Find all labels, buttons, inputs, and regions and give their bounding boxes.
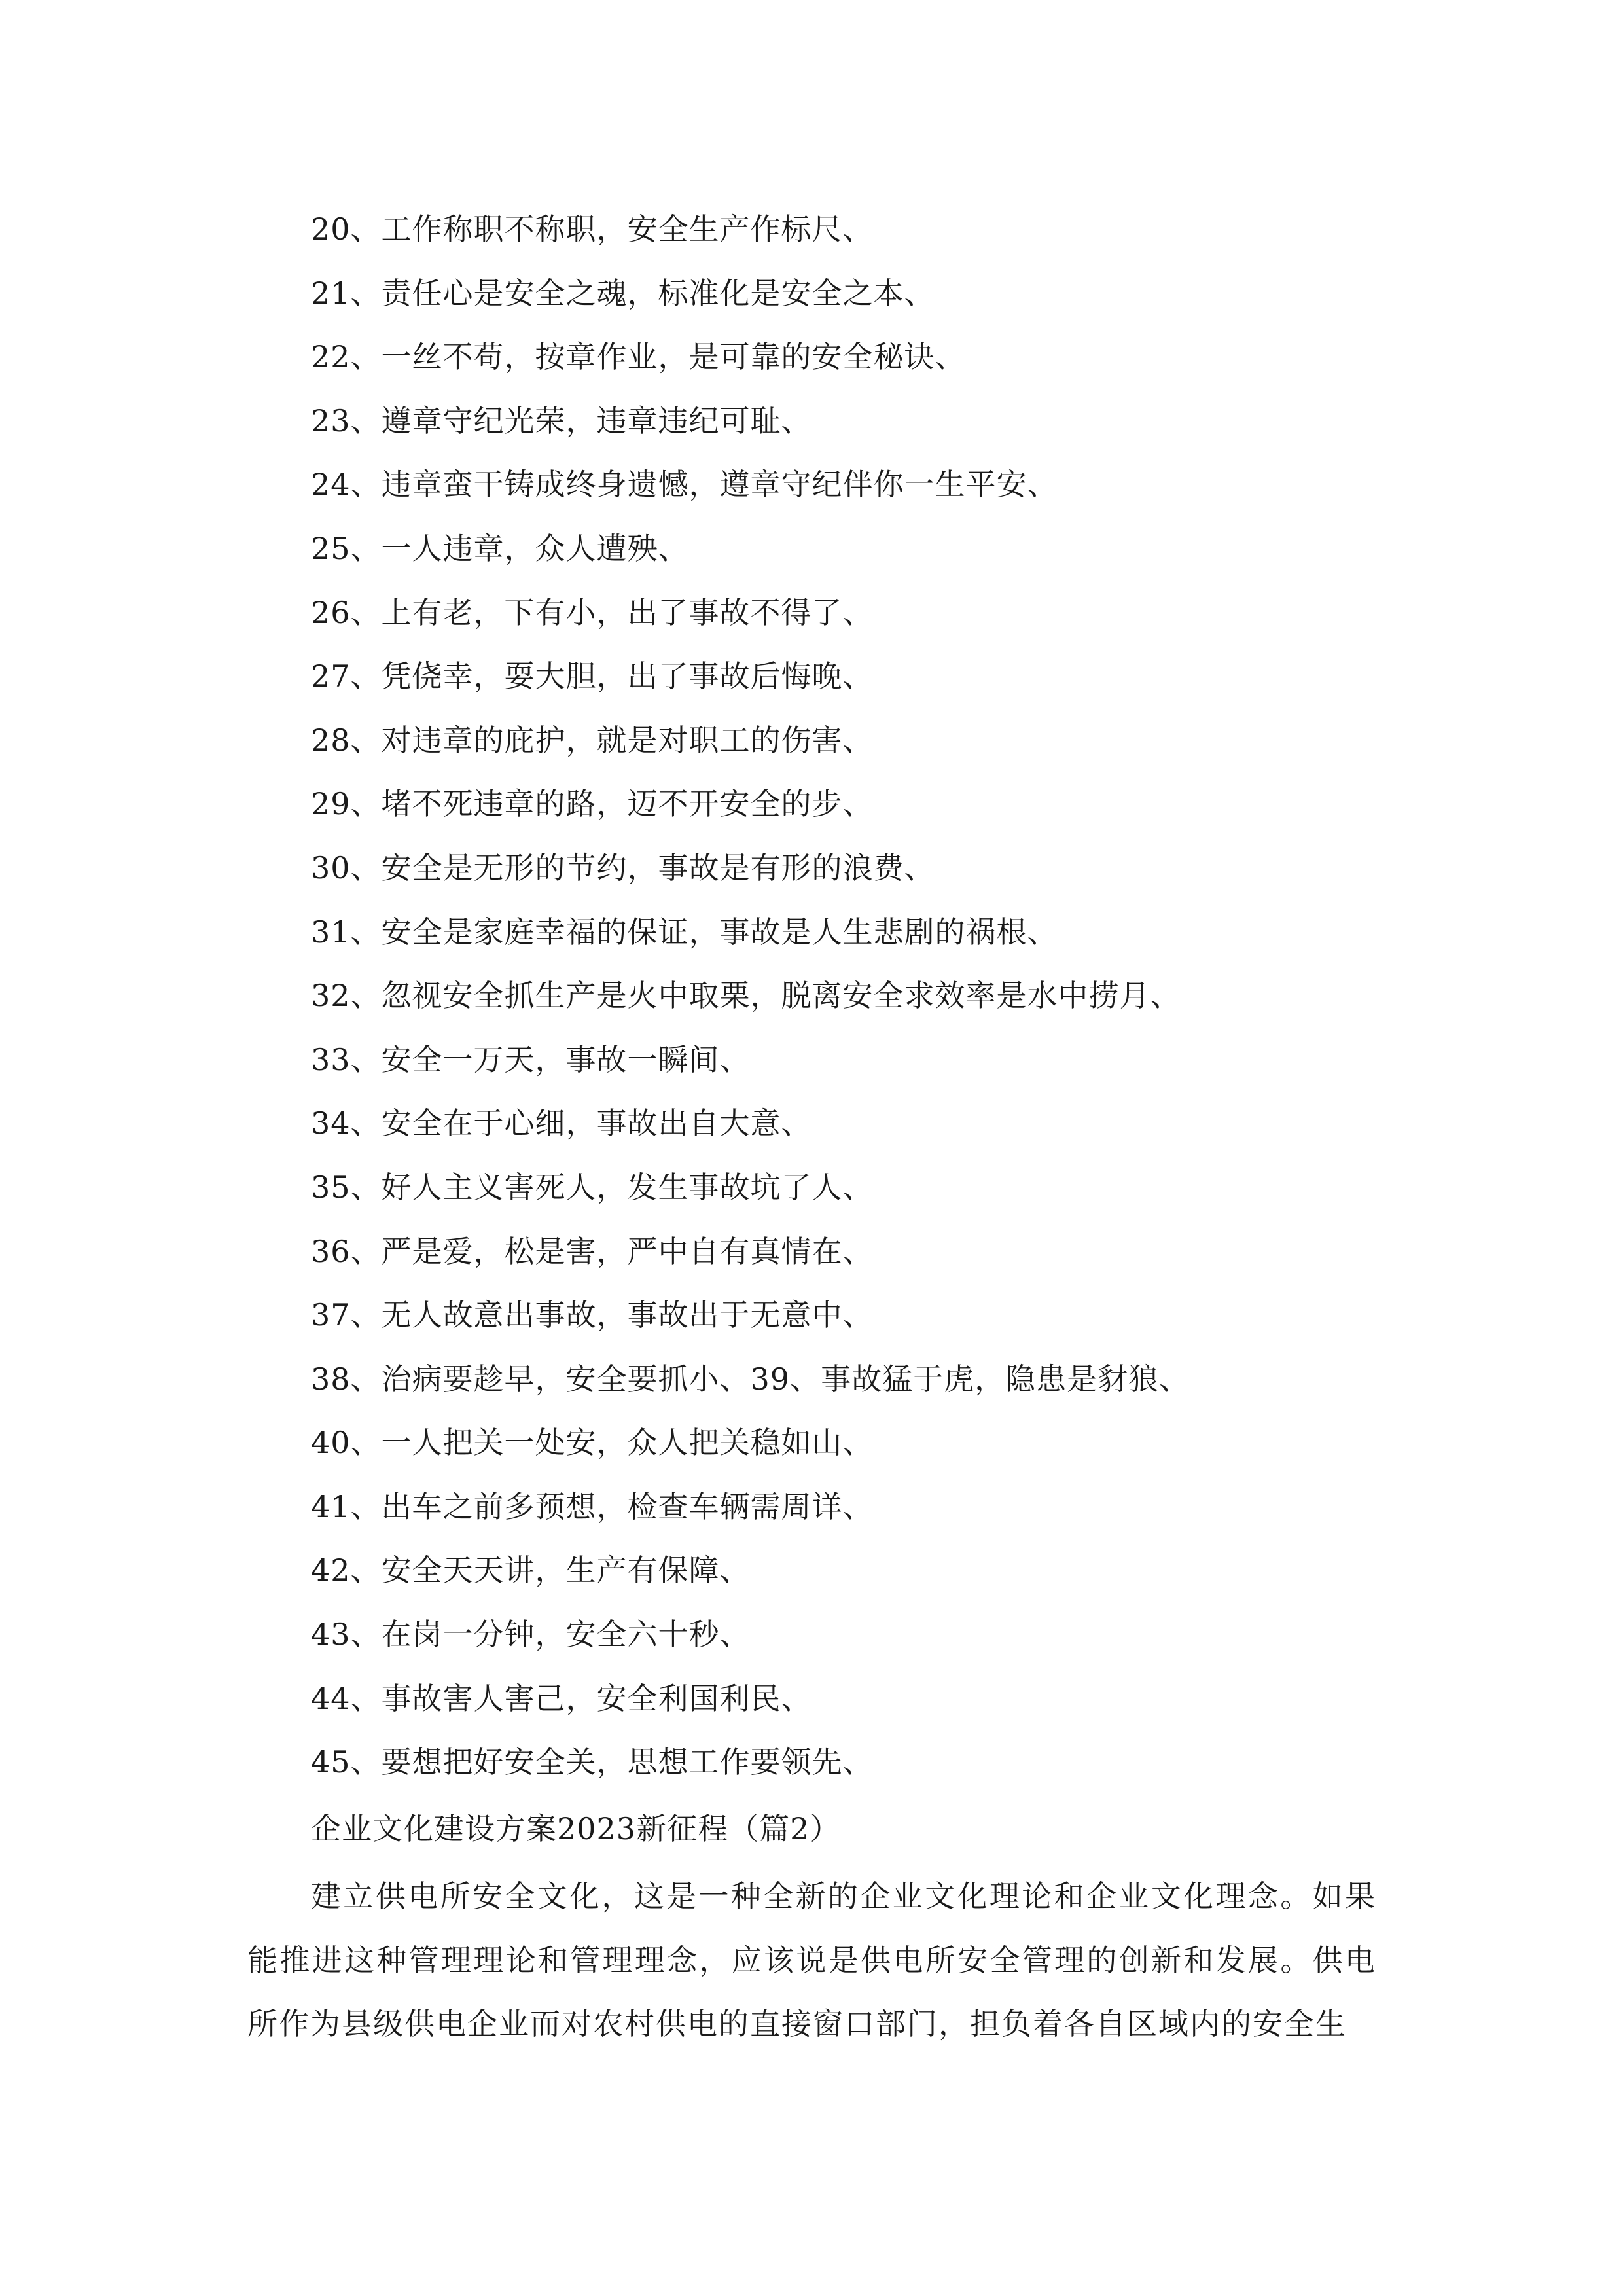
slogan-list xyxy=(311,208,1410,1805)
list-item: 41、出车之前多预想，检查车辆需周详、 xyxy=(311,1488,874,1524)
list-item: 27、凭侥幸，耍大胆，出了事故后悔晚、 xyxy=(311,658,874,694)
section-title: 企业文化建设方案2023新征程（篇2） xyxy=(311,1811,841,1846)
list-item: 25、一人违章，众人遭殃、 xyxy=(311,530,689,566)
list-item: 23、遵章守纪光荣，违章违纪可耻、 xyxy=(311,403,812,439)
list-item: 34、安全在于心细，事故出自大意、 xyxy=(311,1105,812,1141)
list-item: 36、严是爱，松是害，严中自有真情在、 xyxy=(311,1233,874,1269)
list-item: 20、工作称职不称职，安全生产作标尺、 xyxy=(311,211,874,247)
list-item: 26、上有老，下有小，出了事故不得了、 xyxy=(311,594,874,630)
list-item: 29、堵不死违章的路，迈不开安全的步、 xyxy=(311,786,874,822)
list-item: 45、要想把好安全关，思想工作要领先、 xyxy=(311,1744,874,1780)
list-item: 30、安全是无形的节约，事故是有形的浪费、 xyxy=(311,850,935,886)
list-item: 38、治病要趁早，安全要抓小、39、事故猛于虎，隐患是豺狼、 xyxy=(311,1361,1190,1397)
list-item: 31、安全是家庭幸福的保证，事故是人生悲剧的祸根、 xyxy=(311,914,1058,950)
list-item: 28、对违章的庇护，就是对职工的伤害、 xyxy=(311,722,874,758)
list-item: 37、无人故意出事故，事故出于无意中、 xyxy=(311,1297,874,1333)
body-paragraph: 建立供电所安全文化，这是一种全新的企业文化理论和企业文化理念。如果能推进这种管理理论和管理理念，应该说是供电所安全管理的创新和发展。供电所作为县级供电企业而对农村供电的直接窗口部门，担负着各自区域内的安全生 xyxy=(247,1878,1376,2041)
list-item: 22、一丝不苟，按章作业，是可靠的安全秘诀、 xyxy=(311,339,966,375)
list-item: 44、事故害人害己，安全利国利民、 xyxy=(311,1680,812,1716)
list-item: 43、在岗一分钟，安全六十秒、 xyxy=(311,1617,751,1653)
list-item: 21、责任心是安全之魂，标准化是安全之本、 xyxy=(311,275,935,311)
list-item: 32、忽视安全抓生产是火中取栗，脱离安全求效率是水中捞月、 xyxy=(311,978,1181,1014)
list-item: 24、违章蛮干铸成终身遗憾，遵章守纪伴你一生平安、 xyxy=(311,467,1058,503)
list-item: 42、安全天天讲，生产有保障、 xyxy=(311,1552,751,1588)
list-item: 33、安全一万天，事故一瞬间、 xyxy=(311,1041,751,1077)
list-item: 40、一人把关一处安，众人把关稳如山、 xyxy=(311,1425,874,1461)
list-item: 35、好人主义害死人，发生事故坑了人、 xyxy=(311,1169,874,1205)
